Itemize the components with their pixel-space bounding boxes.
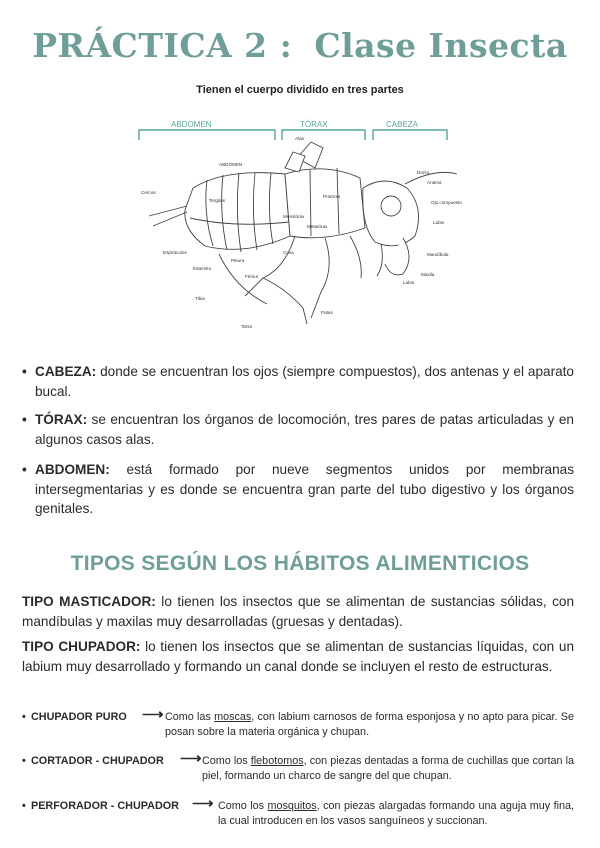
subtype-cortador-chupador	[22, 750, 574, 786]
bullet-text: está formado por nueve segmentos unidos por membranas intersegmentarias y es donde se encuentra gran parte del tubo digestivo y los órganos genitales.	[35, 462, 574, 516]
label-coxa: Coxa	[283, 250, 294, 255]
label-mesotorax: Mesotórax	[283, 214, 305, 219]
label-patas: Patas	[321, 310, 333, 315]
label-labio: Labio	[433, 220, 445, 225]
region-label-abdomen: ABDOMEN	[171, 120, 212, 129]
region-label-torax: TÓRAX	[300, 120, 328, 129]
bullet-label: ABDOMEN:	[35, 462, 110, 477]
bullet-dot: •	[22, 462, 27, 477]
bullet-torax	[22, 410, 574, 449]
subtype-description: Como las moscas, con labium carnosos de forma esponjosa y no apto para picar. Se posan sobre la materia orgánica y chupan.	[165, 711, 574, 738]
tipo-chupador	[22, 637, 574, 676]
subtype-description: Como los mosquitos, con piezas alargadas formando una aguja muy fina, la cual introducen en los vasos sanguíneos y succionan.	[218, 800, 574, 827]
section-heading: TIPOS SEGÚN LOS HÁBITOS ALIMENTICIOS	[70, 552, 530, 575]
region-brackets	[139, 130, 447, 140]
subtype-label: CHUPADOR PURO	[31, 711, 127, 723]
subtype-chupador-puro	[22, 706, 574, 742]
arrow-right-icon: ⟶	[180, 750, 202, 767]
subtype-description: Como los flebotomos, con piezas dentadas a forma de cuchillas que cortan la piel, formando un charco de sangre del que chupan.	[202, 755, 574, 782]
type-label: TIPO MASTICADOR:	[22, 594, 156, 609]
label-espiraculos: Espiráculos	[163, 250, 187, 255]
label-mandibula: Mandíbula	[427, 252, 449, 257]
type-text: lo tienen los insectos que se alimentan de sustancias sólidas, con mandíbulas y maxilas muy desarrolladas (gruesas y dentadas).	[22, 594, 575, 629]
bullet-label: TÓRAX:	[35, 412, 88, 427]
region-label-cabeza: CABEZA	[386, 120, 419, 129]
label-alas: Alas	[295, 136, 304, 141]
label-esternito: Esternito	[193, 266, 212, 271]
bullet-text: se encuentran los órganos de locomoción, tres pares de patas articuladas y en algunos casos alas.	[35, 412, 574, 447]
bullet-dot: •	[22, 412, 27, 427]
label-labio2: Labio	[403, 280, 415, 285]
bullet-dot: •	[22, 711, 26, 723]
label-pleura: Pleura	[231, 258, 245, 263]
bullet-abdomen	[22, 460, 574, 519]
subtype-example: mosquitos	[267, 800, 317, 812]
label-metatorax: Metatórax	[307, 224, 328, 229]
label-tarso: Tarso	[241, 324, 253, 329]
bullet-dot: •	[22, 755, 26, 767]
bullet-label: CABEZA:	[35, 364, 97, 379]
label-tibia: Tibia	[195, 296, 205, 301]
type-label: TIPO CHUPADOR:	[22, 639, 141, 654]
bullet-cabeza	[22, 362, 574, 401]
diagram-caption: Tienen el cuerpo dividido en tres partes	[196, 84, 404, 96]
page-title	[0, 26, 600, 65]
label-maxila: Maxila	[421, 272, 435, 277]
label-tergitos: Tergitos	[209, 198, 226, 203]
label-ojo-compuesto: Ojo compuesto	[431, 200, 462, 205]
arrow-right-icon: ⟶	[192, 795, 214, 812]
label-antena: Antena	[427, 180, 442, 185]
type-text: lo tienen los insectos que se alimentan de sustancias líquidas, con un labium muy desarrollado y formando un canal donde se incluyen el resto de estructuras.	[22, 639, 575, 674]
bullet-dot: •	[22, 800, 26, 812]
subtype-example: moscas	[214, 711, 252, 723]
subtype-example: flebotomos	[250, 755, 304, 767]
tipo-masticador	[22, 592, 574, 631]
bullet-dot: •	[22, 364, 27, 379]
subtype-label: PERFORADOR - CHUPADOR	[31, 800, 179, 812]
label-cercos: Cercos	[141, 190, 156, 195]
title-part1: PRÁCTICA 2 :	[32, 26, 293, 65]
subtype-perforador-chupador	[22, 795, 574, 831]
label-femur: Fémur	[245, 274, 259, 279]
insect-diagram	[135, 118, 470, 340]
label-dorso: Dorso	[417, 170, 430, 175]
label-abdomen-small: ABDOMEN	[219, 162, 243, 167]
label-protorax: Protórax	[323, 194, 341, 199]
bullet-text: donde se encuentran los ojos (siempre compuestos), dos antenas y el aparato bucal.	[35, 364, 574, 399]
title-part2: Clase Insecta	[314, 26, 568, 65]
subtype-label: CORTADOR - CHUPADOR	[31, 755, 164, 767]
arrow-right-icon: ⟶	[142, 706, 164, 723]
